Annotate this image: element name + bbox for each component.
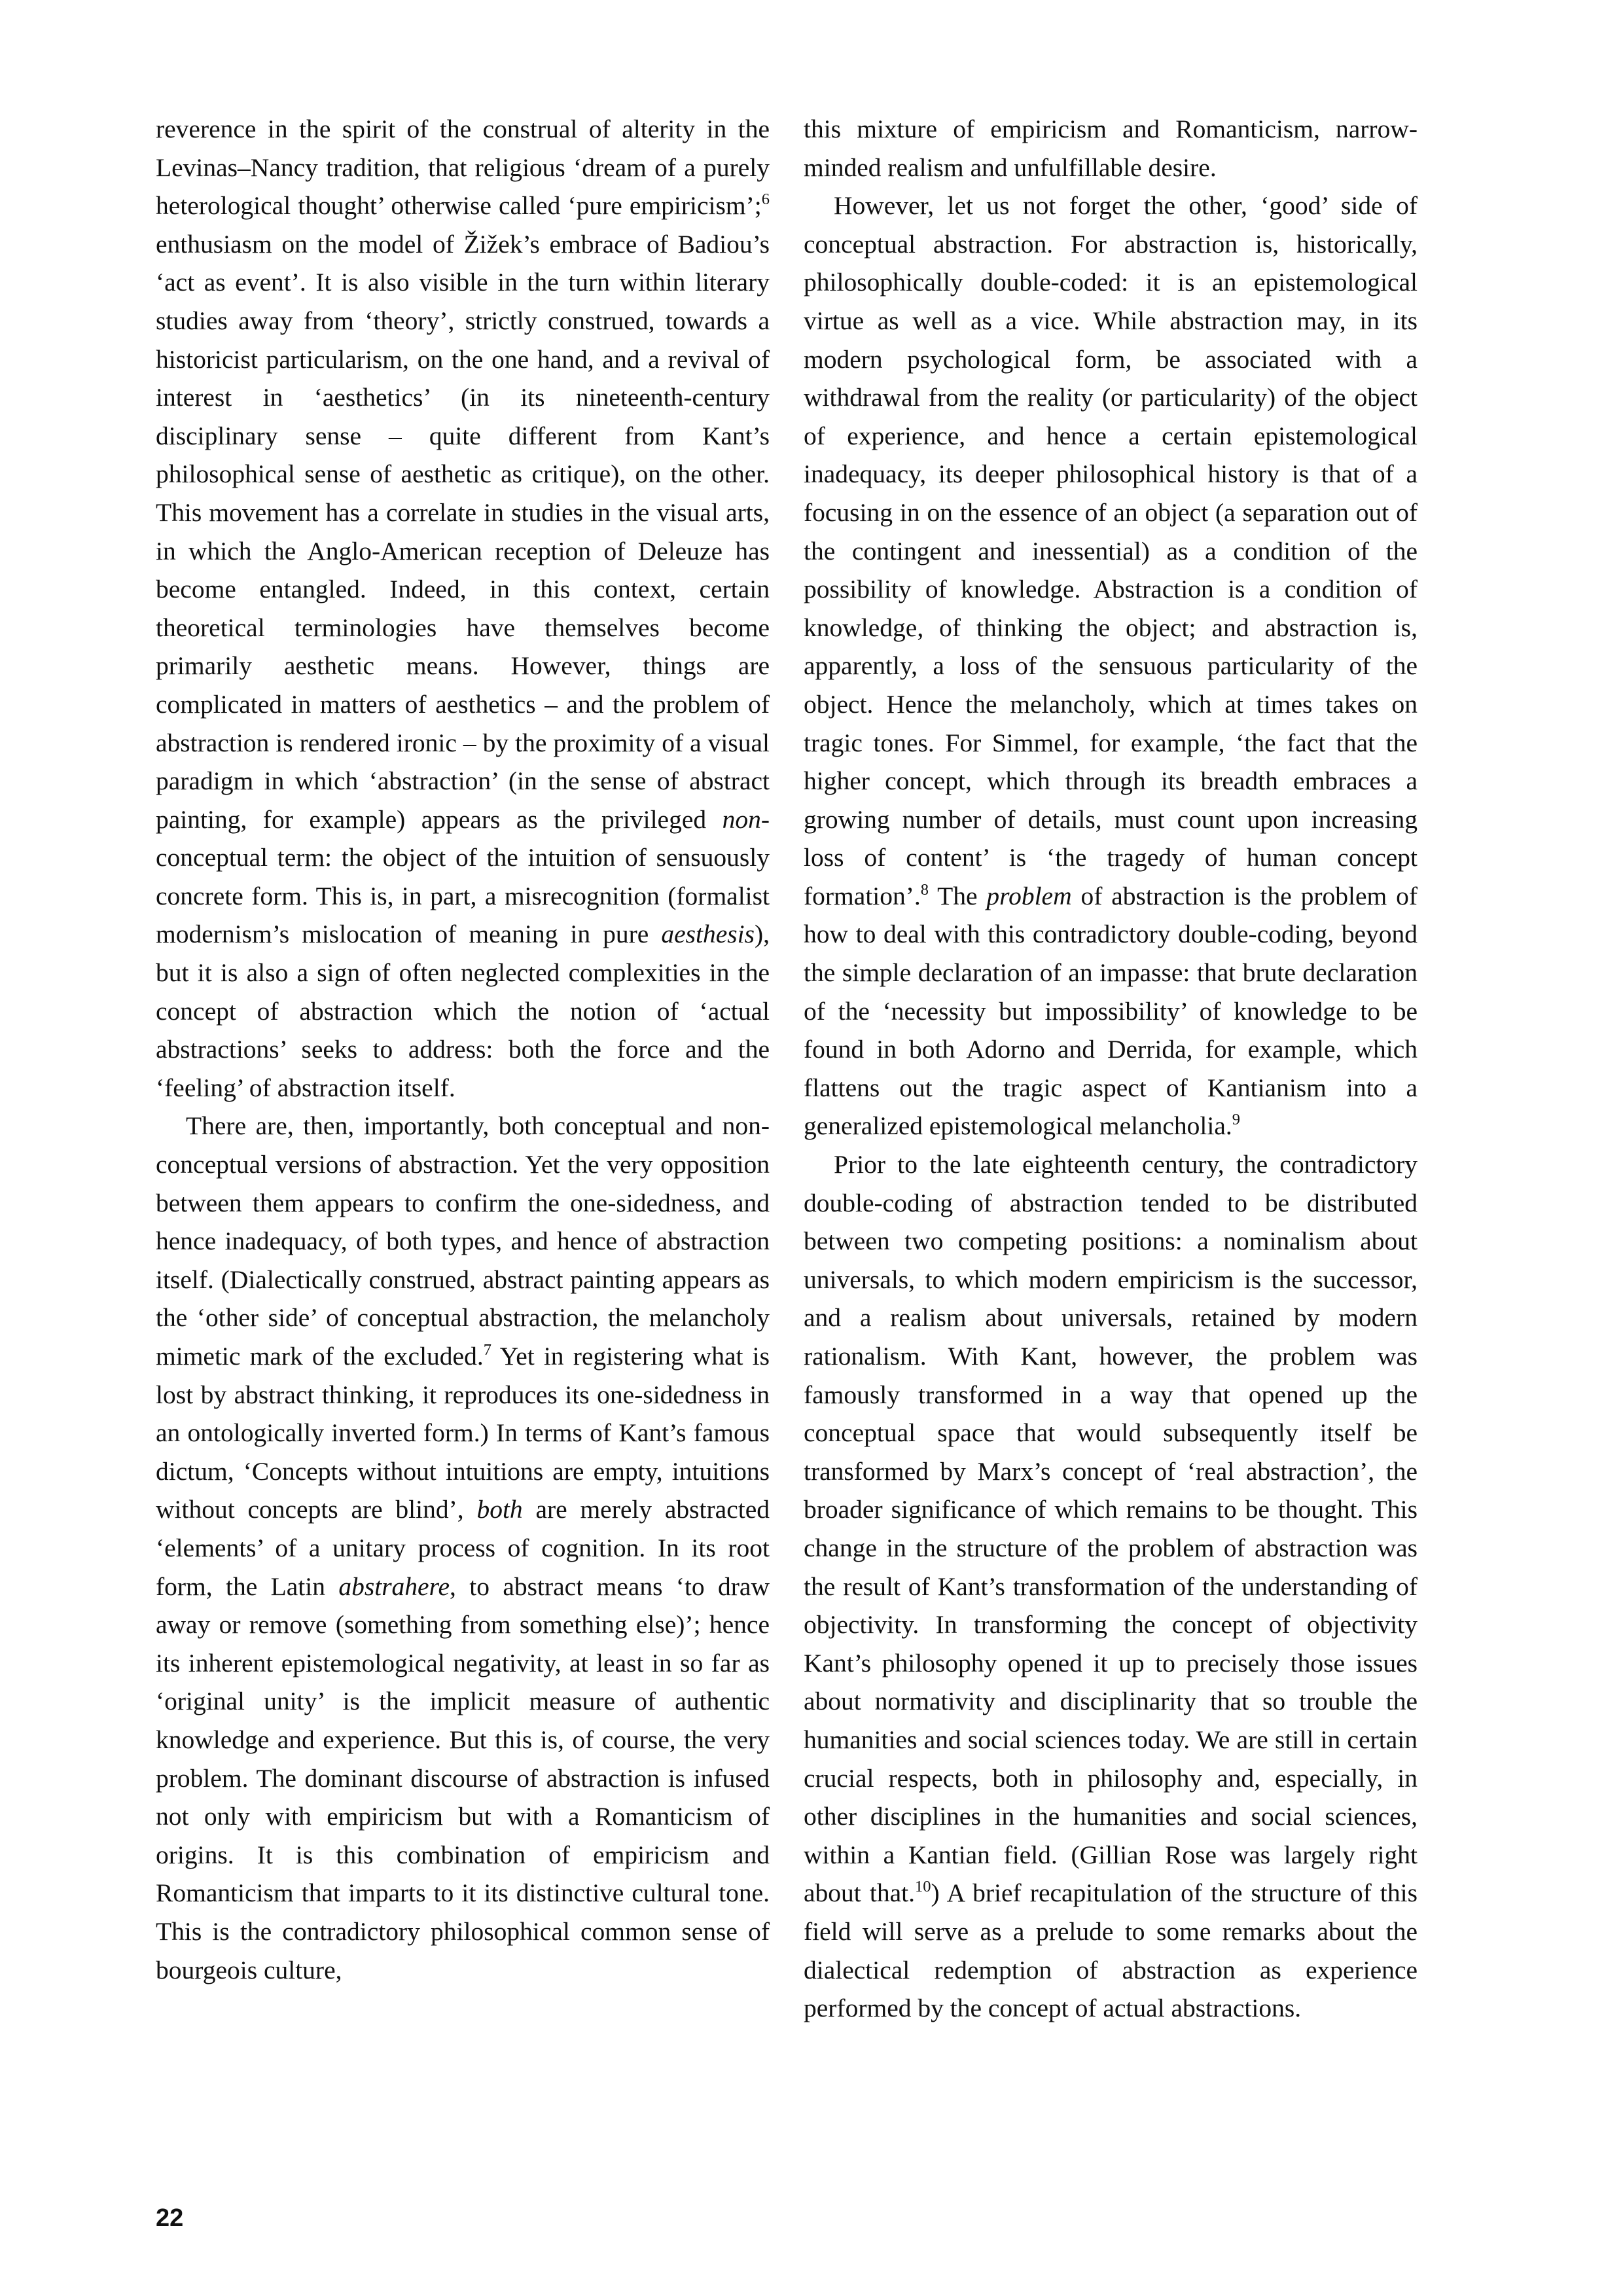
- paragraph: Prior to the late eighteenth century, the contradictory double-coding of abstraction tended to be distributed between two competing positions: a nominalism about universals, to which modern empiricism is the successor, and a realism about universals, retained by modern rationalism. With Kant, however, the problem was famously transformed in a way that opened up the conceptual space that would subsequently itself be transformed by Marx’s concept of ‘real abstraction’, the broader significance of which remains to be thought. This change in the structure of the problem of abstraction was the result of Kant’s transformation of the understanding of objectivity. In transforming the concept of objectivity Kant’s philosophy opened it up to precisely those issues about normativity and disciplinarity that so trouble the humanities and social sciences today. We are still in certain crucial respects, both in philosophy and, especially, in other disciplines in the humanities and social sciences, within a Kantian field. (Gillian Rose was largely right about that.$^{10}$) A brief recapitulation of the structure of this field will serve as a prelude to some remarks about the dialectical redemption of abstraction as experience performed by the concept of actual abstractions.: [804, 1150, 1418, 2023]
- footnote-ref[interactable]: 6: [761, 190, 770, 208]
- paragraph: There are, then, importantly, both conceptual and non-conceptual versions of abstraction. Yet the very opposition between them appears to confirm the one-sidedness, and hence inadequacy, of both types, and hence of abstraction itself. (Dialectically construed, abstract painting appears as the ‘other side’ of conceptual abstraction, the melancholy mimetic mark of the excluded.$^7$ Yet in registering what is lost by abstract thinking, it reproduces its one-sidedness in an ontologically inverted form.) In terms of Kant’s famous dictum, ‘Concepts without intuitions are empty, intuitions without concepts are blind’, both are merely abstracted ‘elements’ of a unitary process of cognition. In its root form, the Latin abstrahere, to abstract means ‘to draw away or remove (something from something else)’; hence its inherent epistemological negativity, at least in so far as ‘original unity’ is the implicit measure of authentic knowledge and experience. But this is, of course, the very problem. The dominant discourse of abstraction is infused not only with empiricism but with a Romanticism of origins. It is this combination of empiricism and Romanticism that imparts to it its distinctive cultural tone. This is the contradictory philosophical common sense of bourgeois culture,: [156, 1111, 770, 1984]
- left-column: [156, 110, 770, 1989]
- footnote-ref[interactable]: 8: [920, 880, 929, 899]
- paragraph: this mixture of empiricism and Romanticism, narrow-minded realism and unfulfillable desire.: [804, 115, 1418, 182]
- emphasis: abstrahere: [338, 1571, 450, 1601]
- emphasis: both: [476, 1495, 523, 1524]
- paragraph: However, let us not forget the other, ‘good’ side of conceptual abstraction. For abstraction is, historically, philosophically double-coded: it is an epistemological virtue as well as a vice. While abstraction may, in its modern psychological form, be associated with a withdrawal from the reality (or particularity) of the object of experience, and hence a certain epistemological inadequacy, its deeper philosophical history is that of a focusing in on the essence of an object (a separation out of the contingent and inessential) as a condition of the possibility of knowledge. Abstraction is a condition of knowledge, of thinking the object; and abstraction is, apparently, a loss of the sensuous particularity of the object. Hence the melancholy, which at times takes on tragic tones. For Simmel, for example, ‘the fact that the higher concept, which through its breadth embraces a growing number of details, must count upon increasing loss of content’ is ‘the tragedy of human concept formation’.$^8$ The problem of abstraction is the problem of how to deal with this contradictory double-coding, beyond the simple declaration of an impasse: that brute declaration of the ‘necessity but impossibility’ of knowledge to be found in both Adorno and Derrida, for example, which flattens out the tragic aspect of Kantianism into a generalized epistemological melancholia.$^9$: [804, 191, 1418, 1141]
- footnote-ref[interactable]: 9: [1232, 1111, 1241, 1129]
- emphasis: non: [722, 804, 761, 834]
- page-number: 22: [156, 2204, 184, 2232]
- emphasis: problem: [986, 881, 1072, 910]
- footnote-ref[interactable]: 10: [915, 1877, 931, 1895]
- right-column: [804, 110, 1418, 2028]
- emphasis: aesthesis: [661, 920, 755, 949]
- paragraph: reverence in the spirit of the construal of alterity in the Levinas–Nancy tradition, that religious ‘dream of a purely heterological thought’ otherwise called ‘pure empiricism’;$^6$ enthusiasm on the model of Žižek’s embrace of Badiou’s ‘act as event’. It is also visible in the turn within literary studies away from ‘theory’, strictly construed, towards a historicist particularism, on the one hand, and a revival of interest in ‘aesthetics’ (in its nineteenth-century disciplinary sense – quite different from Kant’s philosophical sense of aesthetic as critique), on the other. This movement has a correlate in studies in the visual arts, in which the Anglo-American reception of Deleuze has become entangled. Indeed, in this context, certain theoretical terminologies have themselves become primarily aesthetic means. However, things are complicated in matters of aesthetics – and the problem of abstraction is rendered ironic – by the proximity of a visual paradigm in which ‘abstraction’ (in the sense of abstract painting, for example) appears as the privileged non-conceptual term: the object of the intuition of sensuously concrete form. This is, in part, a misrecognition (formalist modernism’s mislocation of meaning in pure aesthesis), but it is also a sign of often neglected complexities in the concept of abstraction which the notion of ‘actual abstractions’ seeks to address: both the force and the ‘feeling’ of abstraction itself.: [156, 115, 770, 1102]
- footnote-ref[interactable]: 7: [483, 1340, 491, 1359]
